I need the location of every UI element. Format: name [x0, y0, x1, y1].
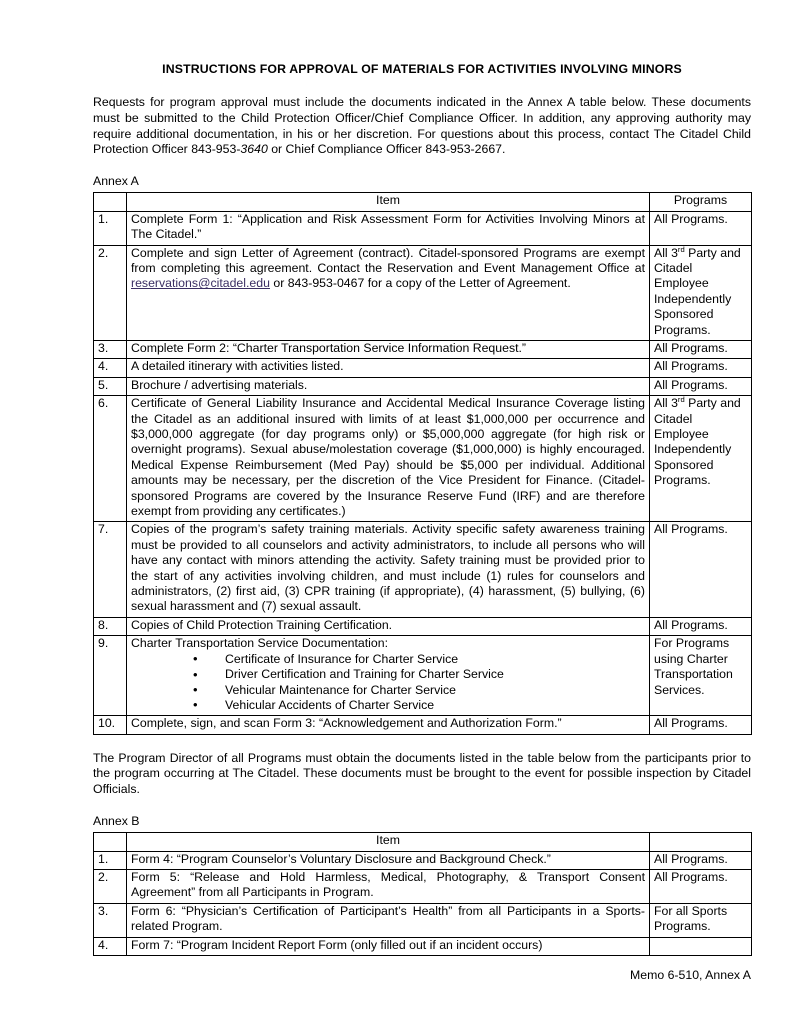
row-programs-text: For Programs using Charter Transportation Services.: [654, 636, 733, 697]
row-number: 10.: [94, 716, 127, 734]
annex-b-label: Annex B: [93, 813, 140, 828]
table-row: [94, 340, 752, 358]
intro-paragraph-part2: or Chief Compliance Officer 843-953-2667.: [267, 142, 506, 157]
row-programs: [650, 716, 752, 734]
row-number: 1.: [94, 211, 127, 245]
table-row: [94, 211, 752, 245]
annex-a-header-item: Item: [127, 193, 650, 211]
table-row: [94, 396, 752, 522]
row-programs-pre: All 3: [654, 245, 678, 260]
annex-a-label: Annex A: [93, 173, 139, 188]
row-programs: [650, 340, 752, 358]
row-number: 3.: [94, 340, 127, 358]
row-item: Form 7: “Program Incident Report Form (only filled out if an incident occurs): [127, 937, 650, 955]
middle-paragraph: The Program Director of all Programs must obtain the documents listed in the table below from the participants prior to the program occurring at The Citadel. These documents must be brought to the event for possible inspection by Citadel Officials.: [93, 750, 751, 796]
list-item: • Driver Certification and Training for Charter Service: [193, 667, 645, 682]
row-programs-text: All Programs.: [654, 377, 728, 392]
row-number: 9.: [94, 636, 127, 716]
intro-phone-extension: 3640: [240, 142, 268, 157]
table-row: [94, 245, 752, 340]
table-header-row: [94, 193, 752, 211]
row-item: Form 6: “Physician’s Certification of Participant’s Health” from all Participants in a Sports-related Program.: [127, 903, 650, 937]
row-programs: For all Sports Programs.: [650, 903, 752, 937]
intro-paragraph: [93, 95, 751, 157]
row-item-part2: or 843-953-0467 for a copy of the Letter of Agreement.: [269, 276, 571, 291]
table-header-row: [94, 833, 752, 851]
row-programs: [650, 617, 752, 635]
intro-paragraph-part1: Requests for program approval must include the documents indicated in the Annex A table below. These documents must be submitted to the Child Protection Officer/Chief Compliance Officer. In addition, any approving authority may require additional documentation, in his or her discretion. For questions about this process, contact The Citadel Child Protection Officer 843-953-: [93, 95, 751, 157]
row-item: [127, 245, 650, 340]
annex-b-header-num: [94, 833, 127, 851]
document-content: [93, 62, 751, 956]
row-number: 7.: [94, 522, 127, 617]
list-item: • Vehicular Maintenance for Charter Service: [193, 683, 645, 698]
table-row: [94, 617, 752, 635]
page-title: INSTRUCTIONS FOR APPROVAL OF MATERIALS FOR ACTIVITIES INVOLVING MINORS: [162, 62, 682, 76]
page-footer: [93, 968, 751, 982]
row-programs: [650, 396, 752, 522]
annex-b-header-programs: [650, 833, 752, 851]
annex-a-table: [93, 192, 752, 734]
list-item: • Certificate of Insurance for Charter Service: [193, 652, 645, 667]
table-row: [94, 522, 752, 617]
table-row: [94, 377, 752, 395]
table-row: [94, 851, 752, 869]
row-programs: [650, 522, 752, 617]
row-item: Complete Form 2: “Charter Transportation Service Information Request.”: [127, 340, 650, 358]
row-programs: [650, 359, 752, 377]
row-programs-pre: All 3: [654, 396, 678, 411]
row-programs: [650, 377, 752, 395]
row-number: 2.: [94, 245, 127, 340]
list-item: • Vehicular Accidents of Charter Service: [193, 698, 645, 713]
annex-b-table: [93, 832, 752, 956]
row-item: Copies of the program’s safety training materials. Activity specific safety awareness training must be provided to all counselors and activity administrators, to include all persons who will have any contact with minors attending the activity. Safety training must be provided prior to the start of any activities involving children, and must include (1) rules for counselors and administrators, (2) first aid, (3) CPR training (if appropriate), (4) harassment, (5) bullying, (6) sexual harassment and (7) sexual assault.: [127, 522, 650, 617]
row-programs: [650, 245, 752, 340]
row-item: Form 4: “Program Counselor’s Voluntary Disclosure and Background Check.”: [127, 851, 650, 869]
row-programs: [650, 937, 752, 955]
row-programs-post: Party and Citadel Employee Independently Sponsored Programs.: [654, 245, 741, 337]
row-item: A detailed itinerary with activities listed.: [127, 359, 650, 377]
row-item: [127, 636, 650, 716]
table-row: [94, 716, 752, 734]
row-item-part1: Complete and sign Letter of Agreement (contract). Citadel-sponsored Programs are exempt from completing this agreement. Contact the Reservation and Event Management Office at: [131, 245, 645, 275]
row-programs-text: All Programs.: [654, 617, 728, 632]
row-number: 2.: [94, 869, 127, 903]
table-row: [94, 903, 752, 937]
row-item: Complete, sign, and scan Form 3: “Acknowledgement and Authorization Form.”: [127, 716, 650, 734]
row-item: Complete Form 1: “Application and Risk Assessment Form for Activities Involving Minors at The Citadel.”: [127, 211, 650, 245]
row-number: 1.: [94, 851, 127, 869]
row-programs-text: All Programs.: [654, 211, 728, 226]
row-programs: All Programs.: [650, 851, 752, 869]
annex-a-header-num: [94, 193, 127, 211]
annex-b-header-item: Item: [127, 833, 650, 851]
ordinal-suffix: rd: [677, 244, 685, 254]
table-row: [94, 937, 752, 955]
row-programs-text: All Programs.: [654, 340, 728, 355]
row-programs-text: All Programs.: [654, 716, 728, 731]
row-number: 4.: [94, 359, 127, 377]
row-item: Certificate of General Liability Insurance and Accidental Medical Insurance Coverage listing the Citadel as an additional insured with limits of at least $1,000,000 per occurrence and $3,000,000 aggregate (for day programs only) or $5,000,000 aggregate (for high risk or overnight programs). Sexual abuse/molestation coverage ($1,000,000) is highly encouraged. Medical Expense Reimbursement (Med Pay) should be $5,000 per individual. Additional amounts may be necessary, per the discretion of the Vice President for Finance. (Citadel-sponsored Programs are covered by the Insurance Reserve Fund (IRF) and are therefore exempt from providing any certificates.): [127, 396, 650, 522]
annex-a-header-programs: Programs: [650, 193, 752, 211]
ordinal-suffix: rd: [677, 395, 685, 405]
row-programs-text: All Programs.: [654, 359, 728, 374]
row-number: 8.: [94, 617, 127, 635]
table-row: [94, 869, 752, 903]
row-number: 6.: [94, 396, 127, 522]
row-programs-post: Party and Citadel Employee Independently Sponsored Programs.: [654, 396, 741, 488]
footer-text: Memo 6-510, Annex A: [630, 968, 751, 982]
row-item-lead: Charter Transportation Service Documentation:: [131, 636, 388, 651]
row-item: Copies of Child Protection Training Certification.: [127, 617, 650, 635]
row-number: 4.: [94, 937, 127, 955]
table-row: [94, 636, 752, 716]
row-number: 3.: [94, 903, 127, 937]
row-programs: [650, 211, 752, 245]
table-row: [94, 359, 752, 377]
row-programs: All Programs.: [650, 869, 752, 903]
row-item: Form 5: “Release and Hold Harmless, Medical, Photography, & Transport Consent Agreement” from all Participants in Program.: [127, 869, 650, 903]
charter-documentation-list: [131, 652, 645, 714]
row-programs-text: All Programs.: [654, 522, 728, 537]
row-programs: [650, 636, 752, 716]
row-item: Brochure / advertising materials.: [127, 377, 650, 395]
row-number: 5.: [94, 377, 127, 395]
reservations-email-link[interactable]: reservations@citadel.edu: [131, 276, 270, 291]
